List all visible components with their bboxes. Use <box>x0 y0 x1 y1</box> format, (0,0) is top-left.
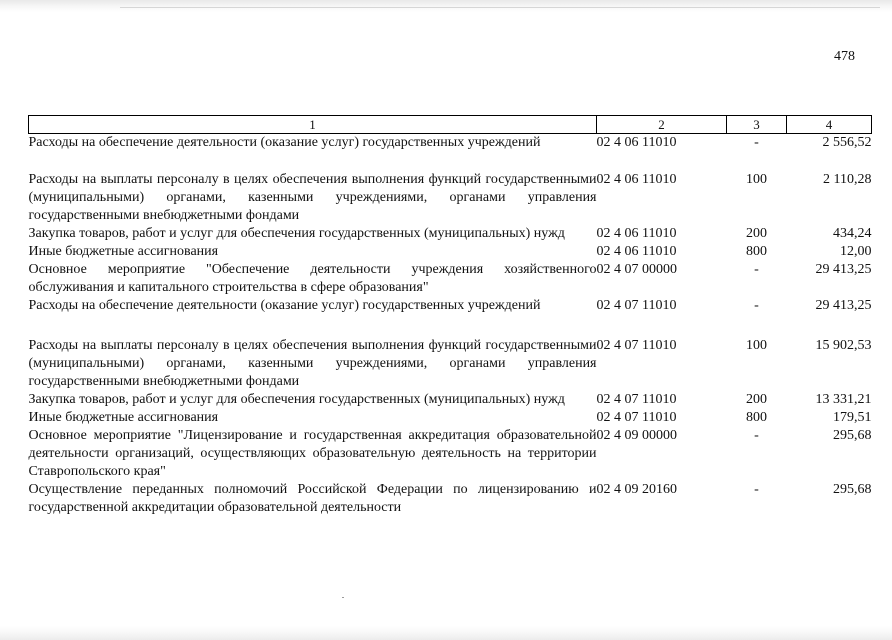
row-target-code: 02 4 06 11010 <box>596 225 677 241</box>
row-description: Осуществление переданных полномочий Российской Федерации по лицензированию и государственной аккредитации образовательной деятельности <box>28 481 597 515</box>
row-amount: 295,68 <box>833 481 872 497</box>
row-amount: 2 556,52 <box>822 135 872 150</box>
row-amount: 29 413,25 <box>815 261 872 277</box>
row-description: Основное мероприятие "Обеспечение деятельности учреждения хозяйственного обслуживания и капитального строительства в сфере образования" <box>28 261 597 295</box>
row-amount: 2 110,28 <box>823 171 872 187</box>
budget-table <box>28 115 872 517</box>
row-description: Основное мероприятие "Лицензирование и государственная аккредитация образовательной деятельности организаций, осуществляющих образовательную деятельность на территории Ставропольского края" <box>28 427 597 479</box>
scan-bottom-shadow <box>0 626 892 640</box>
table-row <box>29 409 872 427</box>
table-row <box>29 243 872 261</box>
row-description: Иные бюджетные ассигнования <box>28 409 219 425</box>
row-expense-type: 100 <box>746 171 767 187</box>
row-description: Расходы на обеспечение деятельности (оказание услуг) государственных учреждений <box>28 297 541 313</box>
row-target-code: 02 4 07 11010 <box>596 409 677 425</box>
row-expense-type: - <box>754 261 759 277</box>
row-description: Расходы на выплаты персоналу в целях обеспечения выполнения функций государственными (муниципальными) органами, казенными учреждениями, органами управления государственными внебюджетными фондами <box>28 171 597 223</box>
row-expense-type: - <box>754 427 759 443</box>
row-expense-type: 800 <box>746 409 767 425</box>
column-header-target-code: 2 <box>597 116 727 134</box>
row-amount: 179,51 <box>833 409 872 425</box>
table-row <box>29 391 872 409</box>
table-row <box>29 134 872 171</box>
row-target-code: 02 4 07 00000 <box>596 261 677 277</box>
column-header-expense-type: 3 <box>727 116 787 134</box>
table-row <box>29 297 872 337</box>
row-target-code: 02 4 09 20160 <box>596 481 677 497</box>
row-target-code: 02 4 07 11010 <box>596 391 677 407</box>
row-expense-type: - <box>754 135 759 150</box>
row-amount: 15 902,53 <box>815 337 872 353</box>
row-target-code: 02 4 09 00000 <box>596 427 677 443</box>
row-description: Закупка товаров, работ и услуг для обеспечения государственных (муниципальных) нужд <box>28 391 565 407</box>
row-target-code: 02 4 07 11010 <box>596 337 677 353</box>
table-row <box>29 481 872 517</box>
scan-top-shadow <box>0 0 892 12</box>
table-row <box>29 171 872 225</box>
row-target-code: 02 4 07 11010 <box>596 297 677 313</box>
row-description: Иные бюджетные ассигнования <box>28 243 219 259</box>
table-row <box>29 427 872 481</box>
table-row <box>29 261 872 297</box>
row-target-code: 02 4 06 11010 <box>596 243 677 259</box>
table-header <box>29 116 872 134</box>
page-number: 478 <box>834 49 855 64</box>
row-expense-type: 200 <box>746 225 767 241</box>
row-amount: 295,68 <box>833 427 872 443</box>
row-expense-type: - <box>754 297 759 313</box>
row-description: Расходы на выплаты персоналу в целях обеспечения выполнения функций государственными (муниципальными) органами, казенными учреждениями, органами управления государственными внебюджетными фондами <box>28 337 597 389</box>
row-expense-type: - <box>754 481 759 497</box>
row-description: Закупка товаров, работ и услуг для обеспечения государственных (муниципальных) нужд <box>28 225 565 241</box>
row-description: Расходы на обеспечение деятельности (оказание услуг) государственных учреждений <box>28 135 541 150</box>
row-amount: 13 331,21 <box>815 391 872 407</box>
row-amount: 12,00 <box>840 243 872 259</box>
row-expense-type: 800 <box>746 243 767 259</box>
row-expense-type: 100 <box>746 337 767 353</box>
row-amount: 29 413,25 <box>815 297 872 313</box>
row-target-code: 02 4 06 11010 <box>596 135 677 150</box>
header-row <box>29 116 872 134</box>
table-row <box>29 225 872 243</box>
row-target-code: 02 4 06 11010 <box>596 171 677 187</box>
table-body <box>29 134 872 517</box>
row-amount: 434,24 <box>833 225 872 241</box>
scan-speck <box>342 597 344 598</box>
table-row <box>29 337 872 391</box>
column-header-description: 1 <box>29 116 597 134</box>
column-header-amount: 4 <box>787 116 872 134</box>
scan-top-edge <box>120 7 880 8</box>
row-expense-type: 200 <box>746 391 767 407</box>
